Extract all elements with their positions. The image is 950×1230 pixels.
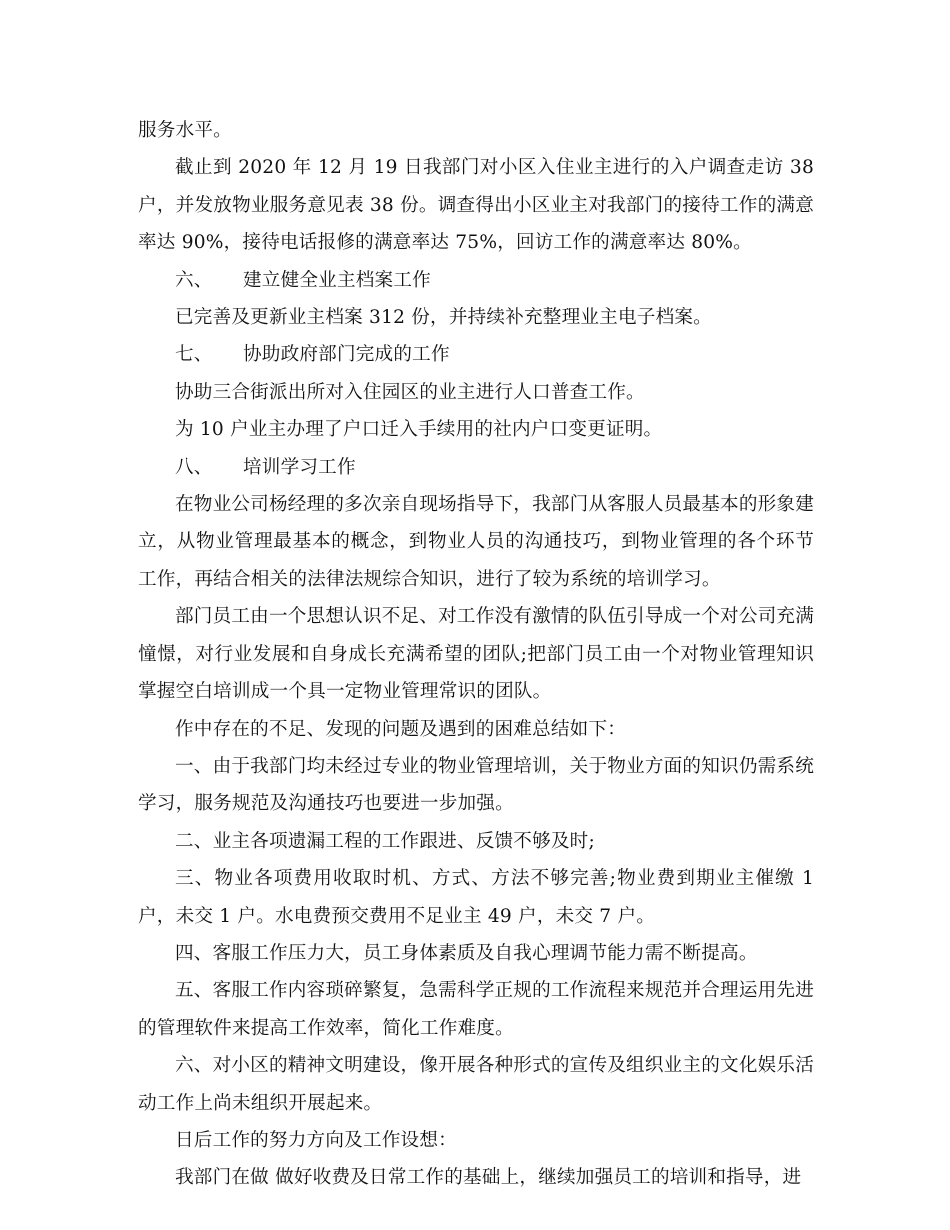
paragraph: 四、客服工作压力大，员工身体素质及自我心理调节能力需不断提高。	[175, 942, 758, 964]
paragraph: 我部门在做 做好收费及日常工作的基础上，继续加强员工的培训和指导，进	[175, 1167, 802, 1189]
section-heading	[138, 336, 814, 373]
paragraph: 三、物业各项费用收取时机、方式、方法不够完善;物业费到期业主催缴 1 户，未交 1 户。水电费预交费用不足业主 49 户，未交 7 户。	[138, 868, 814, 927]
paragraph: 为 10 户业主办理了户口迁入手续用的社内户口变更证明。	[175, 419, 663, 441]
paragraph: 作中存在的不足、发现的问题及遇到的困难总结如下：	[175, 718, 627, 740]
section-number: 六、	[175, 269, 213, 291]
section-title: 培训学习工作	[243, 456, 356, 478]
paragraph: 日后工作的努力方向及工作设想：	[175, 1129, 457, 1151]
section-title: 协助政府部门完成的工作	[243, 344, 450, 366]
paragraph: 在物业公司杨经理的多次亲自现场指导下，我部门从客服人员最基本的形象建立，从物业管理最基本的概念，到物业人员的沟通技巧，到物业管理的各个环节工作，再结合相关的法律法规综合知识，进行了较为系统的培训学习。	[138, 494, 814, 590]
paragraph: 服务水平。	[138, 120, 232, 141]
paragraph: 部门员工由一个思想认识不足、对工作没有激情的队伍引导成一个对公司充满憧憬，对行业发展和自身成长充满希望的团队;把部门员工由一个对物业管理知识掌握空白培训成一个具一定物业管理常识的团队。	[138, 606, 814, 703]
paragraph: 二、业主各项遗漏工程的工作跟进、反馈不够及时;	[175, 830, 595, 852]
paragraph: 一、由于我部门均未经过专业的物业管理培训，关于物业方面的知识仍需系统学习，服务规范及沟通技巧也要进一步加强。	[138, 755, 814, 815]
paragraph: 已完善及更新业主档案 312 份，并持续补充整理业主电子档案。	[175, 307, 712, 329]
section-heading	[138, 262, 814, 299]
paragraph: 协助三合街派出所对入住园区的业主进行人口普查工作。	[175, 381, 645, 403]
section-number: 八、	[175, 456, 213, 478]
document-body	[138, 112, 814, 1197]
paragraph: 五、客服工作内容琐碎繁复，急需科学正规的工作流程来规范并合理运用先进的管理软件来提高工作效率，简化工作难度。	[138, 980, 814, 1039]
paragraph: 六、对小区的精神文明建设，像开展各种形式的宣传及组织业主的文化娱乐活动工作上尚未组织开展起来。	[138, 1055, 814, 1114]
paragraph: 截止到 2020 年 12 月 19 日我部门对小区入住业主进行的入户调查走访 38 户，并发放物业服务意见表 38 份。调查得出小区业主对我部门的接待工作的满意率达 90%，接待电话报修的满意率达 75%，回访工作的满意率达 80%。	[138, 157, 814, 254]
section-heading	[138, 449, 814, 486]
section-number: 七、	[175, 344, 213, 366]
section-title: 建立健全业主档案工作	[243, 269, 431, 291]
